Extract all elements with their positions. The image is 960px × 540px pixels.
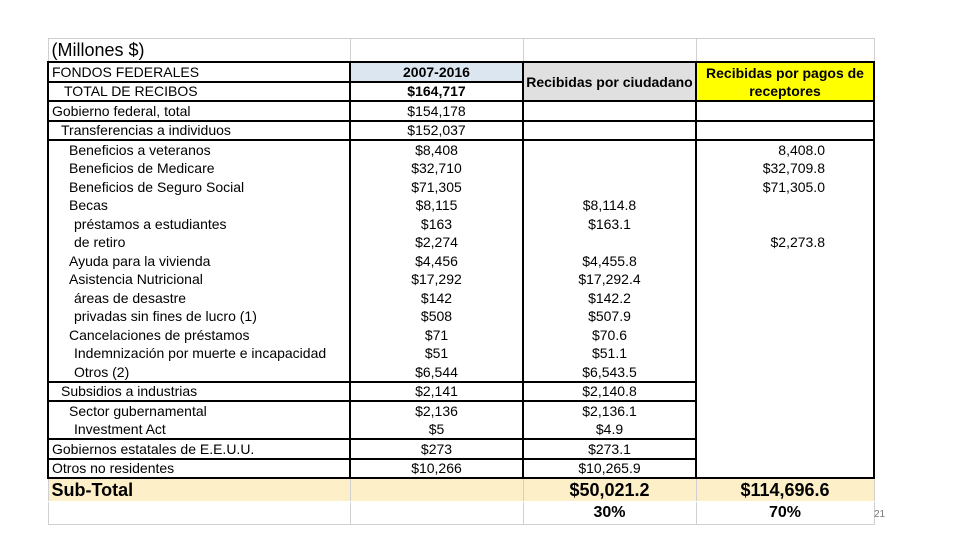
table-row: Subsidios a industrias $2,141 $2,140.8 [48,382,874,402]
table-row: Ayuda para la vivienda $4,456 $4,455.8 [48,252,874,271]
subtotal-label: Sub-Total [48,478,350,502]
spreadsheet-table [47,38,875,525]
table-row: áreas de desastre $142 $142.2 [48,289,874,308]
table-row: Beneficios a veteranos $8,408 8,408.0 [48,140,874,159]
receptores-header: Recibidas por pagos de receptores [696,62,874,101]
table-row: Gobierno federal, total $154,178 [48,101,874,121]
table-row: Indemnización por muerte e incapacidad $51 $51.1 [48,344,874,363]
percent-receptores: 70% [696,502,874,525]
total-value: $164,717 [350,82,523,102]
table-row: Beneficios de Seguro Social $71,305 $71,305.0 [48,178,874,197]
subtotal-receptores: $114,696.6 [696,478,874,502]
table-row: Otros (2) $6,544 $6,543.5 [48,363,874,382]
table-row: Beneficios de Medicare $32,710 $32,709.8 [48,159,874,178]
page-number: 21 [874,509,886,520]
table-row: de retiro $2,274 $2,273.8 [48,233,874,252]
table-row: Asistencia Nutricional $17,292 $17,292.4 [48,270,874,289]
percent-ciudadano: 30% [523,502,696,525]
table-row: Cancelaciones de préstamos $71 $70.6 [48,326,874,345]
table-row: Sector gubernamental $2,136 $2,136.1 [48,401,874,420]
table-row: Transferencias a individuos $152,037 [48,121,874,141]
fondos-header: FONDOS FEDERALES [48,62,350,82]
total-label: TOTAL DE RECIBOS [48,82,350,102]
table-title: (Millones $) [48,39,350,63]
table-row: Otros no residentes $10,266 $10,265.9 [48,459,874,479]
subtotal-ciudadano: $50,021.2 [523,478,696,502]
ciudadano-header: Recibidas por ciudadano [523,62,696,101]
table-row: privadas sin fines de lucro (1) $508 $507.9 [48,307,874,326]
table-row: Becas $8,115 $8,114.8 [48,196,874,215]
table-row: préstamos a estudiantes $163 $163.1 [48,215,874,234]
period-header: 2007-2016 [350,62,523,82]
table-row: Investment Act $5 $4.9 [48,420,874,439]
table-row: Gobiernos estatales de E.E.U.U. $273 $273.1 [48,439,874,459]
